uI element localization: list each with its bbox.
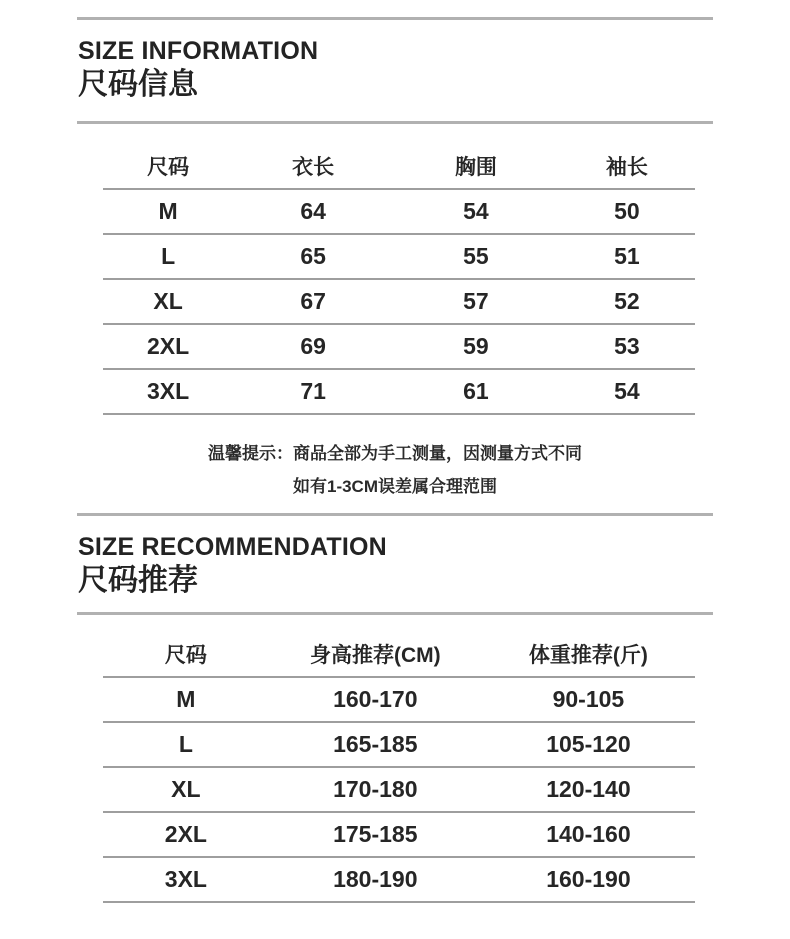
table-cell: 170-180 [333,776,418,802]
table-row [103,678,695,723]
table-cell: 57 [463,288,489,314]
size-recommendation-title-cn: 尺码推荐 [78,564,198,597]
size-information-title-cn: 尺码信息 [78,68,198,101]
column-header-sleeve: 袖长 [605,156,648,179]
table-cell: XL [153,288,183,314]
size-information-title-en: SIZE INFORMATION [78,37,319,65]
column-header-weight: 体重推荐(斤) [528,644,648,667]
table-cell: 54 [463,198,489,224]
table-cell: 71 [300,378,326,404]
table-cell: 50 [614,198,640,224]
table-cell: 120-140 [546,776,631,802]
table-cell: M [158,198,178,224]
table-cell: 90-105 [552,686,625,712]
table-cell: 160-190 [546,866,631,892]
table-row [103,768,695,813]
column-header-size: 尺码 [147,156,190,179]
table-row [103,858,695,903]
table-header-row [103,124,695,190]
table-cell: 175-185 [333,821,418,847]
table-cell: 65 [300,243,326,269]
table-cell: L [161,243,176,269]
table-cell: 3XL [147,378,190,404]
table-cell: 3XL [164,866,207,892]
measurement-note [0,437,790,503]
table-cell: 165-185 [333,731,418,757]
measurement-note-line2: 如有1-3CM误差属合理范围 [292,477,497,496]
table-cell: 52 [614,288,640,314]
top-divider [77,17,713,20]
table-cell: 61 [463,378,489,404]
size-info-page [0,17,790,939]
table-cell: 140-160 [546,821,631,847]
column-header-chest: 胸围 [454,156,497,179]
table-row [103,370,695,415]
table-row [103,723,695,768]
table-cell: 160-170 [333,686,418,712]
table-cell: XL [171,776,201,802]
table-row [103,235,695,280]
table-cell: L [178,731,193,757]
table-cell: 105-120 [546,731,631,757]
section-divider [77,513,713,516]
size-recommendation-title-en: SIZE RECOMMENDATION [78,533,387,561]
table-cell: 64 [300,198,326,224]
table-cell: 54 [614,378,640,404]
table-cell: 69 [300,333,326,359]
table-cell: 2XL [164,821,207,847]
table-cell: 59 [463,333,489,359]
table-row [103,190,695,235]
table-cell: 67 [300,288,326,314]
size-recommendation-heading [78,533,790,598]
column-header-height: 身高推荐(CM) [309,644,441,667]
table-cell: 180-190 [333,866,418,892]
size-measurement-table [103,124,695,415]
size-information-heading [78,37,790,102]
table-row [103,280,695,325]
column-header-size: 尺码 [164,644,207,667]
table-header-row [103,615,695,678]
table-row [103,325,695,370]
column-header-length: 衣长 [292,156,335,179]
table-cell: 2XL [147,333,190,359]
table-cell: 53 [614,333,640,359]
size-recommendation-table [103,615,695,903]
table-cell: M [176,686,196,712]
table-cell: 51 [614,243,640,269]
measurement-note-line1: 温馨提示：商品全部为手工测量，因测量方式不同 [208,444,582,463]
table-cell: 55 [463,243,489,269]
table-row [103,813,695,858]
